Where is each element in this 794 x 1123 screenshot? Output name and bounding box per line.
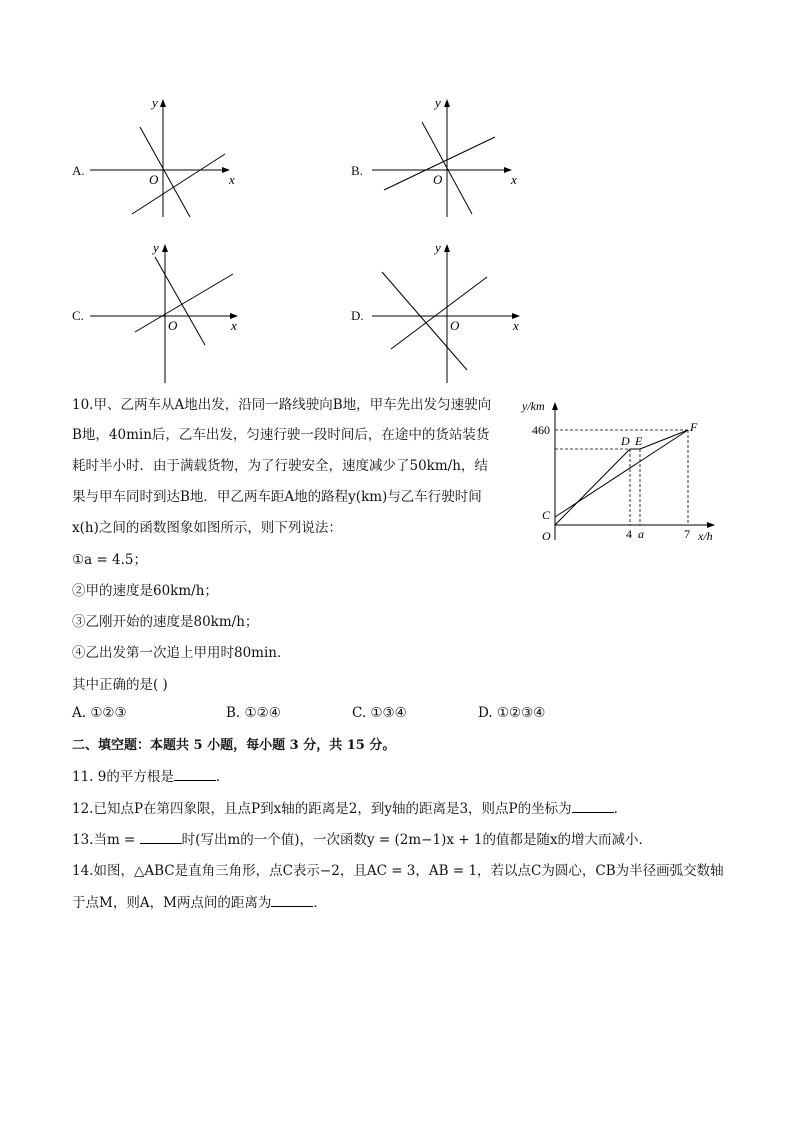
option-a-x-label: x [229, 172, 235, 187]
q12-blank[interactable] [572, 798, 614, 813]
option-d-x-label: x [513, 318, 519, 333]
option-a-graph [85, 92, 245, 222]
q10-question: 其中正确的是( ) [72, 677, 168, 693]
option-b-graph [367, 92, 527, 222]
q11-end: ． [215, 769, 230, 785]
chart-y-axis-label: y/km [522, 399, 545, 413]
option-c-x-label: x [231, 318, 237, 333]
option-b-origin: O [433, 172, 443, 187]
q14-blank[interactable] [271, 892, 313, 907]
option-c-origin: O [168, 318, 178, 333]
q13-end: 时(写出m的一个值)，一次函数y = (2m−1)x + 1的值都是随x的增大而减小． [181, 832, 653, 848]
q13-blank[interactable] [140, 829, 182, 844]
q10-statement-4: ④乙出发第一次追上甲用时80min． [72, 645, 291, 661]
q10-statement-1: ①a = 4.5； [72, 552, 148, 568]
q14-line-2 [72, 892, 327, 914]
q13-text: 13.当m = [72, 832, 140, 848]
option-d-origin: O [450, 318, 460, 333]
q10-choice-b: B. ①②④ [226, 705, 281, 721]
chart-x-tick-7: 7 [684, 527, 690, 541]
option-c-label: C. [72, 308, 84, 323]
option-b-x-label: x [511, 172, 517, 187]
section-2-heading: 二、填空题：本题共 5 小题，每小题 3 分，共 15 分。 [72, 738, 396, 753]
chart-point-e: E [635, 434, 643, 448]
q10-line-2: B地，40min后，乙车出发，匀速行驶一段时间后，在途中的货站装货 [72, 427, 490, 443]
option-a-y-label: y [152, 95, 158, 110]
chart-point-f: F [690, 420, 698, 434]
q12-end: ． [613, 801, 628, 817]
chart-point-o: O [542, 529, 551, 543]
option-a-label: A. [72, 163, 85, 178]
q11-text: 11. 9的平方根是 [72, 769, 174, 785]
q13 [72, 829, 652, 851]
q14-line-1: 14.如图，△ABC是直角三角形，点C表示−2，且AC = 3，AB = 1，若以点C为圆心，CB为半径画弧交数轴 [72, 863, 724, 879]
chart-x-axis-label: x/h [698, 529, 713, 543]
q10-line-1: 10.甲、乙两车从A地出发，沿同一路线驶向B地，甲车先出发匀速驶向 [72, 397, 492, 413]
q10-choice-a: A. ①②③ [72, 705, 127, 721]
q10-line-4: 果与甲车同时到达B地．甲乙两车距A地的路程y(km)与乙车行驶时间 [72, 489, 482, 505]
q12-text: 12.已知点P在第四象限，且点P到x轴的距离是2，到y轴的距离是3，则点P的坐标为 [72, 801, 572, 817]
option-d-y-label: y [435, 240, 441, 255]
q10-statement-2: ②甲的速度是60km/h； [72, 583, 218, 599]
option-d-label: D. [351, 308, 364, 323]
option-a-origin: O [149, 172, 159, 187]
q10-statement-3: ③乙刚开始的速度是80km/h； [72, 614, 259, 630]
chart-x-tick-4: 4 [626, 527, 632, 541]
q10-chart [518, 395, 728, 549]
q14-end: ． [313, 895, 327, 911]
q10-line-3: 耗时半小时．由于满载货物，为了行驶安全，速度减少了50km/h，结 [72, 458, 488, 474]
q11-blank[interactable] [174, 766, 216, 781]
q10-line-5: x(h)之间的函数图象如图所示，则下列说法： [72, 520, 342, 536]
chart-y-tick-460: 460 [532, 423, 550, 437]
option-b-y-label: y [435, 95, 441, 110]
q10-choice-d: D. ①②③④ [478, 705, 546, 721]
q11 [72, 766, 229, 788]
chart-point-d: D [621, 434, 630, 448]
option-c-y-label: y [153, 240, 159, 255]
chart-x-tick-a: a [638, 527, 644, 541]
q12 [72, 798, 627, 820]
q14-text: 于点M，则A，M两点间的距离为 [72, 895, 272, 911]
chart-point-c: C [542, 508, 551, 522]
option-d-graph [367, 237, 527, 385]
q10-choice-c: C. ①③④ [352, 705, 407, 721]
option-b-label: B. [351, 163, 363, 178]
option-c-graph [85, 237, 245, 385]
